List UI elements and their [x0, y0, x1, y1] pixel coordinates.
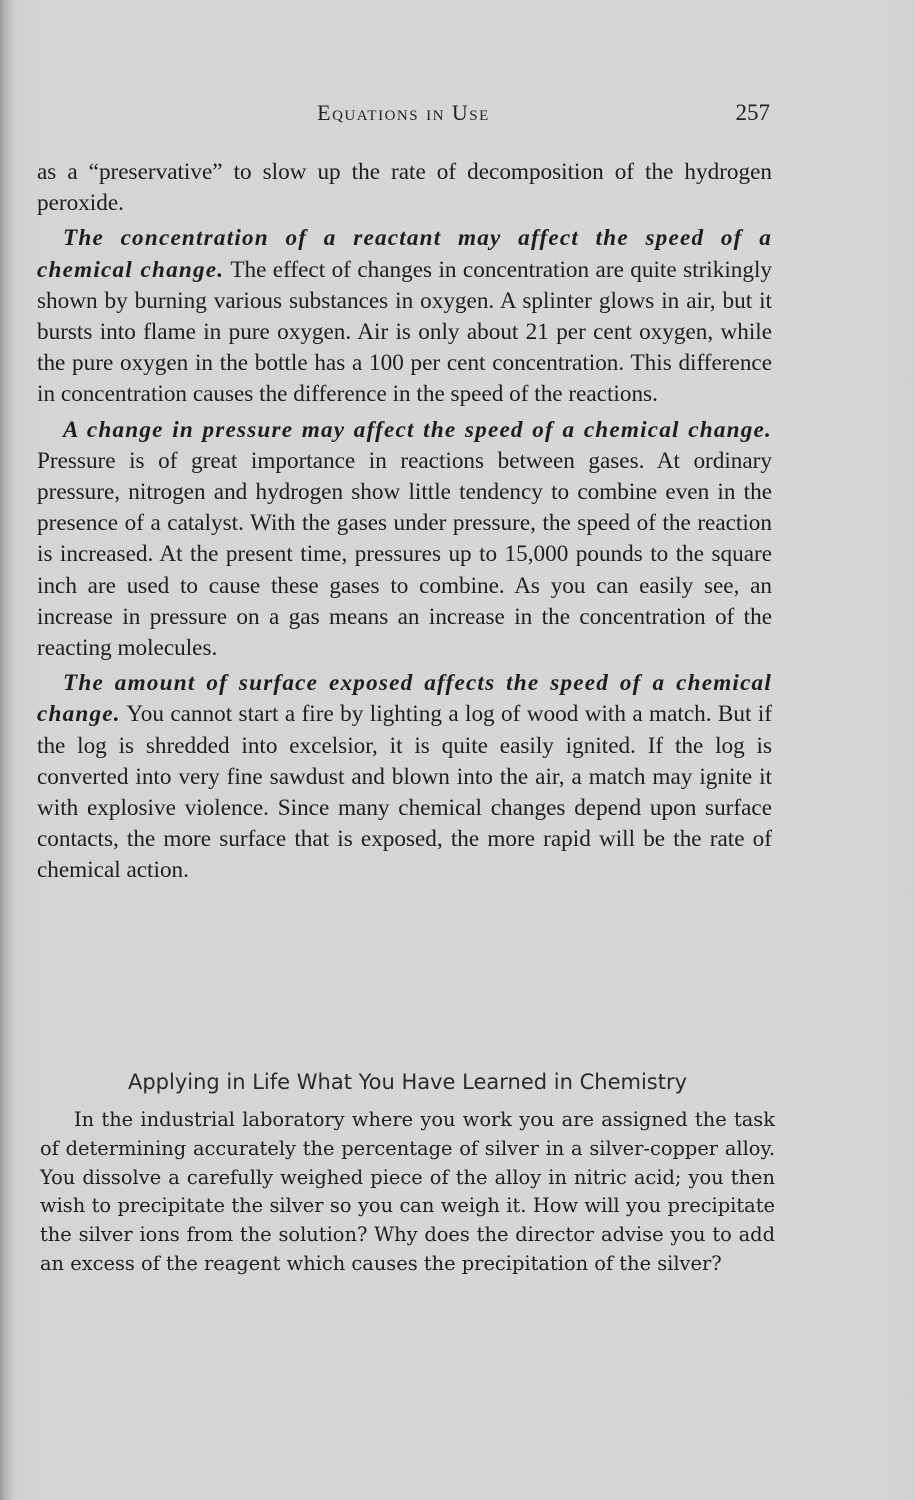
paragraph-text: You cannot start a fire by lighting a log of wood with a match. But if the log is shredded into excelsior, it is quite easily ignited. If the log is converted into very fine sawdust and blown into the air, a match may ignite it with explosive violence. Since many chemical changes depend upon surface contacts, the more surface that is exposed, the more rapid will be the rate of chemical action.: [37, 701, 772, 884]
paragraph-continuation: [37, 157, 772, 219]
paragraph-surface: [37, 668, 772, 886]
section-text: In the industrial laboratory where you work you are assigned the task of determining accurately the percentage of silver in a silver-copper alloy. You dissolve a carefully weighed piece of the alloy in nitric acid; you then wish to precipitate the silver so you can weigh it. How will you precipitate the silver ions from the solution? Why does the director advise you to add an excess of the reagent which causes the precipitation of the silver?: [40, 1108, 775, 1275]
paragraph-lead: The amount of surface exposed affects the speed of a chemical change.: [37, 670, 772, 728]
paragraph-lead: The concentration of a reactant may affect the speed of a chemical change.: [37, 225, 772, 283]
applying-section: [40, 1070, 775, 1279]
paragraph-pressure: [37, 415, 772, 665]
section-title: Applying in Life What You Have Learned in Chemistry: [127, 1070, 688, 1094]
paragraph-text: Pressure is of great importance in reactions between gases. At ordinary pressure, nitrogen and hydrogen show little tendency to combine even in the presence of a catalyst. With the gases under pressure, the speed of the reaction is increased. At the present time, pressures up to 15,000 pounds to the square inch are used to cause these gases to combine. As you can easily see, an increase in pressure on a gas means an increase in the concentration of the reacting molecules.: [37, 447, 772, 662]
page-number: 257: [735, 100, 770, 125]
paragraph-text: as a “preservative” to slow up the rate of decomposition of the hydrogen peroxide.: [37, 159, 772, 217]
paragraph-text: The effect of changes in concentration are quite strikingly shown by burning various substances in oxygen. A splinter glows in air, but it bursts into flame in pure oxygen. Air is only about 21 per cent oxygen, while the pure oxygen in the bottle has a 100 per cent concentration. This difference in concentration causes the difference in the speed of the reactions.: [37, 256, 772, 408]
body-text: [37, 157, 772, 891]
running-head: Equations in Use: [317, 100, 490, 125]
paragraph-lead: A change in pressure may affect the speed of a chemical change.: [63, 416, 772, 443]
page-header: [37, 100, 770, 130]
paragraph-concentration: [37, 223, 772, 410]
